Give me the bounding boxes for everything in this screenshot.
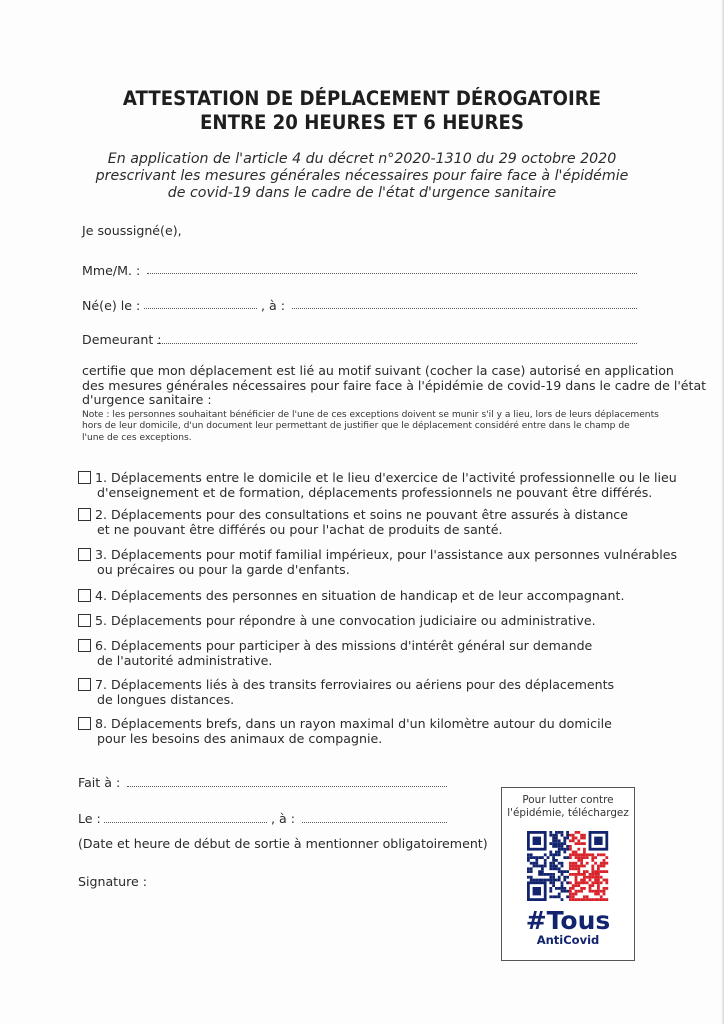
name-label: Mme/M. : <box>82 263 141 278</box>
time-label: , à : <box>271 811 295 826</box>
address-label: Demeurant : <box>82 332 162 347</box>
note-text <box>82 410 682 444</box>
promo-line2: l'épidémie, téléchargez <box>507 807 629 819</box>
certification-line1: certifie que mon déplacement est lié au motif suivant (cocher la case) autorisé en application <box>82 363 674 378</box>
note-line1: Note : les personnes souhaitant bénéficier de l'une de ces exceptions doivent se munir s'il y a lieu, lors de leurs déplacements <box>82 410 659 420</box>
signature-label: Signature : <box>78 874 148 889</box>
reason-text-line1: 7. Déplacements liés à des transits ferroviaires ou aériens pour des déplacements <box>95 677 615 692</box>
legal-reference-line1: En application de l'article 4 du décret n°2020-1310 du 29 octobre 2020 <box>107 151 617 167</box>
reason-text-line2: ou précaires ou pour la garde d'enfants. <box>97 562 350 577</box>
birth-date-field[interactable] <box>144 308 257 309</box>
document-title-line2: ENTRE 20 HEURES ET 6 HEURES <box>200 111 524 134</box>
reason-checkbox[interactable] <box>78 678 91 691</box>
place-label: Fait à : <box>78 775 121 790</box>
signature-area[interactable] <box>150 868 450 938</box>
certification-text <box>82 363 707 408</box>
date-label: Le : <box>78 811 101 826</box>
certification-line3: d'urgence sanitaire : <box>82 392 212 407</box>
birth-place-label: , à : <box>261 298 285 313</box>
reason-option <box>78 638 678 668</box>
reason-checkbox[interactable] <box>78 548 91 561</box>
place-field[interactable] <box>127 786 447 787</box>
name-field[interactable] <box>147 273 637 274</box>
certification-line2: des mesures générales nécessaires pour faire face à l'épidémie de covid-19 dans le cadre de l'état <box>82 377 707 393</box>
reason-text-line1: 5. Déplacements pour répondre à une convocation judiciaire ou administrative. <box>95 613 596 628</box>
promo-line1: Pour lutter contre <box>522 794 614 806</box>
reason-text-line1: 2. Déplacements pour des consultations et soins ne pouvant être assurés à distance <box>95 507 628 522</box>
promo-text <box>502 794 634 820</box>
reason-text-line2: de longues distances. <box>97 692 235 707</box>
reason-checkbox[interactable] <box>78 639 91 652</box>
reason-option <box>78 677 678 707</box>
legal-reference-line2: prescrivant les mesures générales nécessaires pour faire face à l'épidémie <box>95 168 629 184</box>
reason-text-line1: 4. Déplacements des personnes en situation de handicap et de leur accompagnant. <box>95 588 625 603</box>
reason-checkbox[interactable] <box>78 508 91 521</box>
reason-text-line1: 3. Déplacements pour motif familial impérieux, pour l'assistance aux personnes vulnérables <box>95 547 678 562</box>
reason-option <box>78 613 678 628</box>
reason-option <box>78 588 678 603</box>
reason-checkbox[interactable] <box>78 471 91 484</box>
address-field[interactable] <box>157 343 637 344</box>
reason-option <box>78 547 678 577</box>
reason-text-line1: 8. Déplacements brefs, dans un rayon maximal d'un kilomètre autour du domicile <box>95 716 612 731</box>
reason-text-line2: de l'autorité administrative. <box>97 653 273 668</box>
anticovid-promo <box>501 787 635 961</box>
birth-place-field[interactable] <box>292 308 637 309</box>
document-title-line1: ATTESTATION DE DÉPLACEMENT DÉROGATOIRE <box>122 87 602 110</box>
reason-text-line1: 6. Déplacements pour participer à des missions d'intérêt général sur demande <box>95 638 593 653</box>
reason-option <box>78 507 678 537</box>
tous-hashtag: #Tous <box>525 906 611 935</box>
anticovid-brand: AntiCovid <box>536 933 600 947</box>
reason-checkbox[interactable] <box>78 589 91 602</box>
reason-checkbox[interactable] <box>78 614 91 627</box>
reason-text-line2: d'enseignement et de formation, déplacements professionnels ne pouvant être différés. <box>97 485 653 500</box>
qr-code-icon[interactable] <box>527 831 609 903</box>
reason-option <box>78 470 678 500</box>
intro-text: Je soussigné(e), <box>82 223 182 238</box>
time-hint: (Date et heure de début de sortie à mentionner obligatoirement) <box>78 836 488 851</box>
legal-reference-line3: de covid-19 dans le cadre de l'état d'urgence sanitaire <box>167 185 557 201</box>
note-line3: l'une de ces exceptions. <box>82 432 192 443</box>
reason-checkbox[interactable] <box>78 717 91 730</box>
birth-date-label: Né(e) le : <box>82 298 141 313</box>
time-field[interactable] <box>302 822 447 823</box>
reason-text-line1: 1. Déplacements entre le domicile et le lieu d'exercice de l'activité professionnelle ou le lieu <box>95 470 677 485</box>
reason-option <box>78 716 678 746</box>
reason-text-line2: pour les besoins des animaux de compagnie. <box>97 731 383 746</box>
reason-text-line2: et ne pouvant être différés ou pour l'achat de produits de santé. <box>97 522 503 537</box>
date-field[interactable] <box>104 822 267 823</box>
note-line2: hors de leur domicile, d'un document leur permettant de justifier que le déplacement considéré entre dans le champ de <box>82 421 630 432</box>
